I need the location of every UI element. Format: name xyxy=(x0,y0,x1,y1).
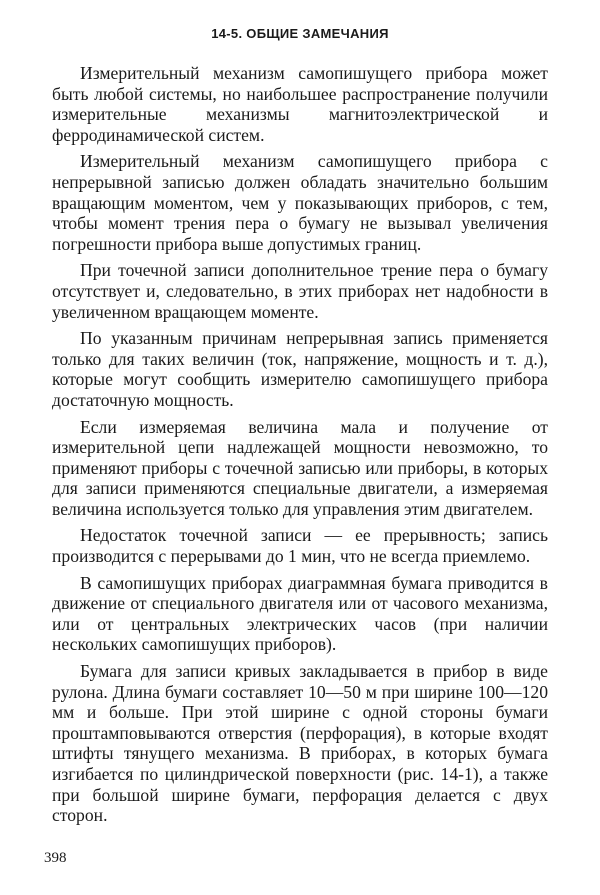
paragraph: По указанным причинам непрерывная запись применяется только для таких величин (ток, напряжение, мощность и т. д.), которые могут сообщить измерителю самопишущего прибора достаточную мощность. xyxy=(52,328,548,410)
paragraph: Недостаток точечной записи — ее прерывность; запись производится с перерывами до 1 мин, что не всегда приемлемо. xyxy=(52,525,548,567)
paragraph: Измерительный механизм самопишущего прибора с непрерывной записью должен обладать значительно большим вращающим моментом, чем у показывающих приборов, с тем, чтобы момент трения пера о бумагу не вызывал увеличения погрешности прибора выше допустимых границ. xyxy=(52,151,548,254)
paragraph: При точечной записи дополнительное трение пера о бумагу отсутствует и, следовательно, в этих приборах нет надобности в увеличенном вращающем моменте. xyxy=(52,260,548,322)
section-title: 14-5. ОБЩИЕ ЗАМЕЧАНИЯ xyxy=(211,26,389,41)
paragraph: Измерительный механизм самопишущего прибора может быть любой системы, но наибольшее распространение получили измерительные механизмы магнитоэлектрической и ферродинамической систем. xyxy=(52,63,548,145)
page-number: 398 xyxy=(44,850,67,866)
paragraph: Если измеряемая величина мала и получение от измерительной цепи надлежащей мощности невозможно, то применяют приборы с точечной записью или приборы, в которых для записи применяются специальные двигатели, а измеряемая величина используется только для управления этим двигателем. xyxy=(52,416,548,519)
paragraph: В самопишущих приборах диаграммная бумага приводится в движение от специального двигателя или от часового механизма, или от центральных электрических часов (при наличии нескольких самопишущих приборов). xyxy=(52,572,548,655)
paragraph: Бумага для записи кривых закладывается в прибор в виде рулона. Длина бумаги составляет 10—50 м при ширине 100—120 мм и больше. При этой ширине с одной стороны бумаги проштамповываются отверстия (перфорация), в которые входят штифты тянущего механизма. В приборах, в которых бумага изгибается по цилиндрической поверхности (рис. 14-1), а также при большой ширине бумаги, перфорация делается с двух сторон. xyxy=(52,661,548,826)
body-text xyxy=(52,63,548,832)
